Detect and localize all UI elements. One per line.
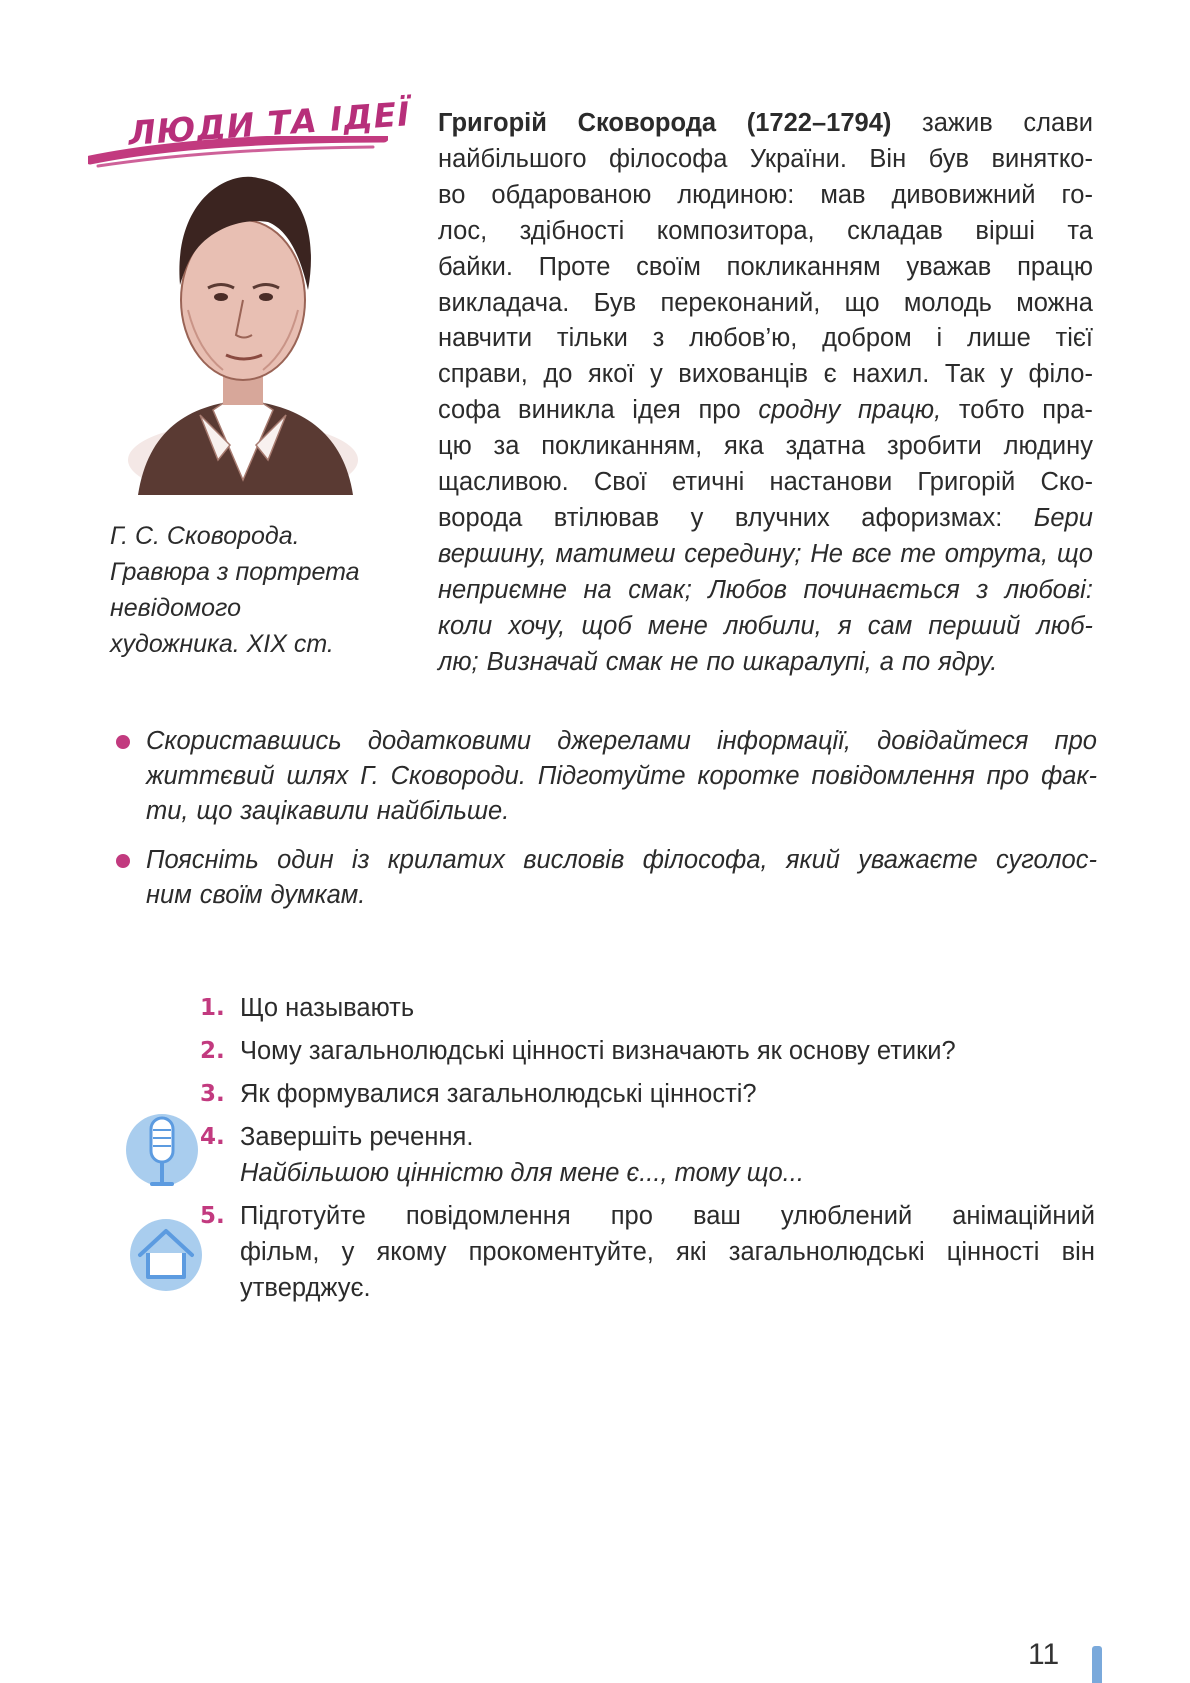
bio-line: викладача. Був переконаний, що молодь можна xyxy=(438,288,1093,317)
question-item xyxy=(200,1119,1095,1191)
question-italic-prompt: Найбільшою цінністю для мене є..., тому що... xyxy=(240,1159,804,1187)
task-line: ним своїм думкам. xyxy=(146,881,366,909)
question-text: Завершіть речення. xyxy=(240,1123,474,1151)
caption-line: невідомого xyxy=(110,594,241,622)
biography-paragraph xyxy=(438,106,1093,681)
section-heading-text: ЛЮДИ ТА ІДЕЇ xyxy=(126,94,412,153)
bullet-dot xyxy=(116,854,130,868)
question-text: фільм, у якому прокоментуйте, які загальнолюдські цінності він xyxy=(240,1238,1095,1266)
question-number: 3. xyxy=(200,1081,225,1107)
task-line: ти, що зацікавили найбільше. xyxy=(146,797,510,825)
caption-line: художника. XIX ст. xyxy=(110,630,334,658)
bio-line: неприємне на смак; Любов починається з любові: xyxy=(438,575,1093,604)
caption-line: Гравюра з портрета xyxy=(110,558,360,586)
bio-line: коли хочу, щоб мене любили, я сам перший люб- xyxy=(438,611,1093,640)
task-item xyxy=(112,843,1097,913)
question-number: 5. xyxy=(200,1203,225,1229)
task-line: Скориставшись додатковими джерелами інформації, довідайтеся про xyxy=(146,727,1097,755)
question-text: Як формувалися загальнолюдські цінності? xyxy=(240,1080,757,1108)
question-text: Чому загальнолюдські цінності визначають як основу етики? xyxy=(240,1037,956,1065)
bio-line: софа виникла ідея про сродну працю, тобто пра- xyxy=(438,396,1093,425)
page-number: 11 xyxy=(1028,1638,1060,1671)
microphone-icon xyxy=(124,1112,200,1194)
home-icon xyxy=(128,1217,204,1293)
bio-line: во обдарованою людиною: мав дивовижний го- xyxy=(438,180,1093,209)
question-item xyxy=(200,1198,1095,1306)
question-text: Підготуйте повідомлення про ваш улюблений анімаційний xyxy=(240,1202,1095,1230)
caption-line: Г. С. Сковорода. xyxy=(110,522,300,550)
bio-line: навчити тільки з любов’ю, добром і лише тієї xyxy=(438,324,1093,353)
question-item xyxy=(200,990,1095,1026)
bio-line: лос, здібності композитора, складав вірші та xyxy=(438,216,1093,245)
bio-line: байки. Проте своїм покликанням уважав працю xyxy=(438,252,1093,281)
bio-line: справи, до якої у вихованців є нахил. Так у філо- xyxy=(438,360,1093,389)
bio-line: ворода втілював у влучних афоризмах: Бери xyxy=(438,503,1093,532)
bio-line: цю за покликанням, яка здатна зробити людину xyxy=(438,432,1093,461)
question-text: утверджує. xyxy=(240,1274,371,1302)
question-text: Що называють xyxy=(240,994,415,1022)
portrait-engraving xyxy=(118,160,368,495)
review-questions xyxy=(200,990,1095,1313)
bio-line: Григорій Сковорода (1722–1794) зажив слави xyxy=(438,109,1093,137)
bio-line: вершину, матимеш середину; Не все те отрута, що xyxy=(438,539,1093,568)
question-item xyxy=(200,1076,1095,1112)
task-item xyxy=(112,724,1097,829)
task-line: Поясніть один із крилатих висловів філософа, який уважаєте суголос- xyxy=(146,846,1097,874)
bullet-dot xyxy=(116,735,130,749)
page-edge-marker xyxy=(1092,1646,1102,1683)
task-line: життєвий шлях Г. Сковороди. Підготуйте коротке повідомлення про фак- xyxy=(146,762,1097,790)
question-number: 2. xyxy=(200,1038,225,1064)
question-number: 1. xyxy=(200,995,225,1021)
bio-line: лю; Визначай смак не по шкаралупі, а по ядру. xyxy=(438,647,998,676)
portrait-caption xyxy=(110,518,400,662)
bio-line: найбільшого філософа України. Він був винятко- xyxy=(438,144,1093,173)
question-number: 4. xyxy=(200,1124,225,1150)
question-item xyxy=(200,1033,1095,1069)
task-list xyxy=(112,724,1097,927)
bio-line: щасливою. Свої етичні настанови Григорій Ско- xyxy=(438,468,1093,497)
